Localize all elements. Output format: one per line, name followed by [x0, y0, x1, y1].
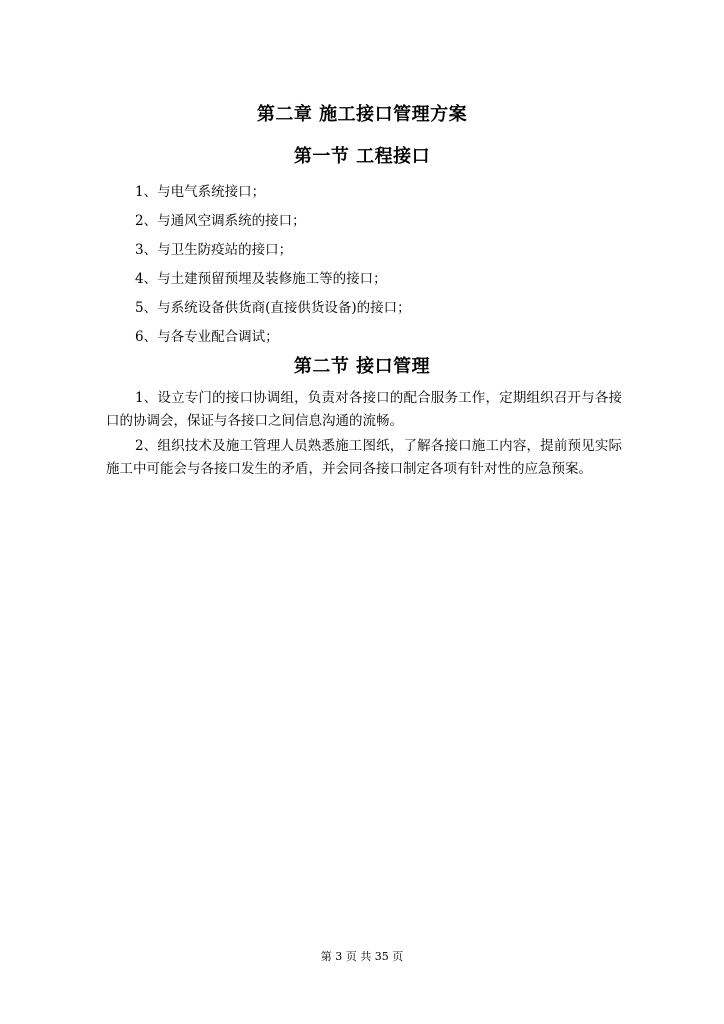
- section-title-interface-management: 第二节 接口管理: [293, 356, 431, 377]
- list-item: 2、与通风空调系统的接口；: [135, 213, 306, 229]
- list-item: 3、与卫生防疫站的接口；: [135, 242, 293, 258]
- list-item: 4、与土建预留预埋及装修施工等的接口；: [135, 271, 387, 287]
- list-item: 6、与各专业配合调试；: [135, 329, 279, 345]
- list-item: 5、与系统设备供货商(直接供货设备)的接口；: [135, 300, 411, 316]
- paragraph: 1、设立专门的接口协调组，负责对各接口的配合服务工作，定期组织召开与各接口的协调会，保证与各接口之间信息沟通的流畅。: [106, 390, 622, 429]
- page-footer: 第 3 页 共 35 页: [320, 950, 404, 963]
- chapter-title: 第二章 施工接口管理方案: [256, 104, 468, 125]
- list-item: 1、与电气系统接口；: [135, 184, 266, 200]
- section-title-engineering-interfaces: 第一节 工程接口: [293, 146, 431, 167]
- paragraph: 2、组织技术及施工管理人员熟悉施工图纸，了解各接口施工内容，提前预见实际施工中可能会与各接口发生的矛盾，并会同各接口制定各项有针对性的应急预案。: [106, 438, 622, 477]
- interface-list: [135, 178, 411, 352]
